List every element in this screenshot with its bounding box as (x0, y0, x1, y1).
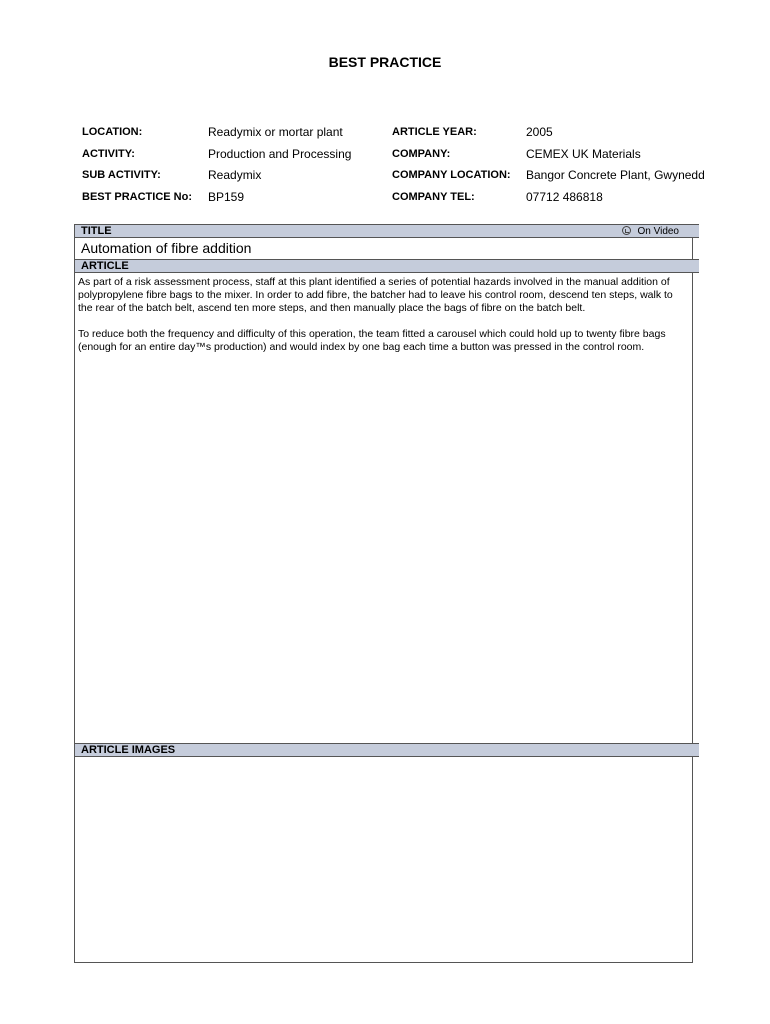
article-images-header-label: ARTICLE IMAGES (81, 744, 176, 756)
article-header-label: ARTICLE (81, 260, 129, 272)
video-icon (622, 226, 631, 235)
article-images-header (75, 743, 699, 757)
company-value: CEMEX UK Materials (526, 147, 641, 161)
on-video-label: On Video (637, 226, 679, 237)
article-year-value: 2005 (526, 125, 553, 139)
best-practice-no-label: BEST PRACTICE No: (82, 191, 192, 203)
page-title: BEST PRACTICE (328, 54, 442, 70)
article-year-label: ARTICLE YEAR: (392, 126, 477, 138)
location-value: Readymix or mortar plant (208, 125, 343, 139)
company-label: COMPANY: (392, 148, 451, 160)
sub-activity-value: Readymix (208, 168, 262, 182)
location-label: LOCATION: (82, 126, 143, 138)
activity-value: Production and Processing (208, 147, 352, 161)
company-tel-label: COMPANY TEL: (392, 191, 475, 203)
article-paragraph: To reduce both the frequency and difficulty of this operation, the team fitted a carousel which could hold up to twenty fibre bags (enough for an entire day™s production) and would index by one bag each time a button was pressed in the control room. (78, 328, 666, 353)
company-tel-value: 07712 486818 (526, 190, 603, 204)
article-body (78, 276, 690, 367)
sub-activity-label: SUB ACTIVITY: (82, 169, 161, 181)
article-header (75, 259, 699, 273)
article-paragraph: As part of a risk assessment process, staff at this plant identified a series of potential hazards involved in the manual addition of polypropylene fibre bags to the mixer. In order to add fibre, the batcher had to leave his control room, descend ten steps, walk to the rear of the batch belt, ascend ten more steps, and then manually place the bags of fibre on the batch belt. (78, 276, 673, 314)
activity-label: ACTIVITY: (82, 148, 135, 160)
company-location-label: COMPANY LOCATION: (392, 169, 511, 181)
article-images-box (74, 743, 693, 963)
company-location-value: Bangor Concrete Plant, Gwynedd (526, 168, 705, 182)
article-title: Automation of fibre addition (81, 240, 252, 256)
title-header (75, 224, 699, 238)
title-header-label: TITLE (81, 225, 112, 237)
best-practice-no-value: BP159 (208, 190, 245, 204)
on-video-indicator (622, 225, 679, 238)
